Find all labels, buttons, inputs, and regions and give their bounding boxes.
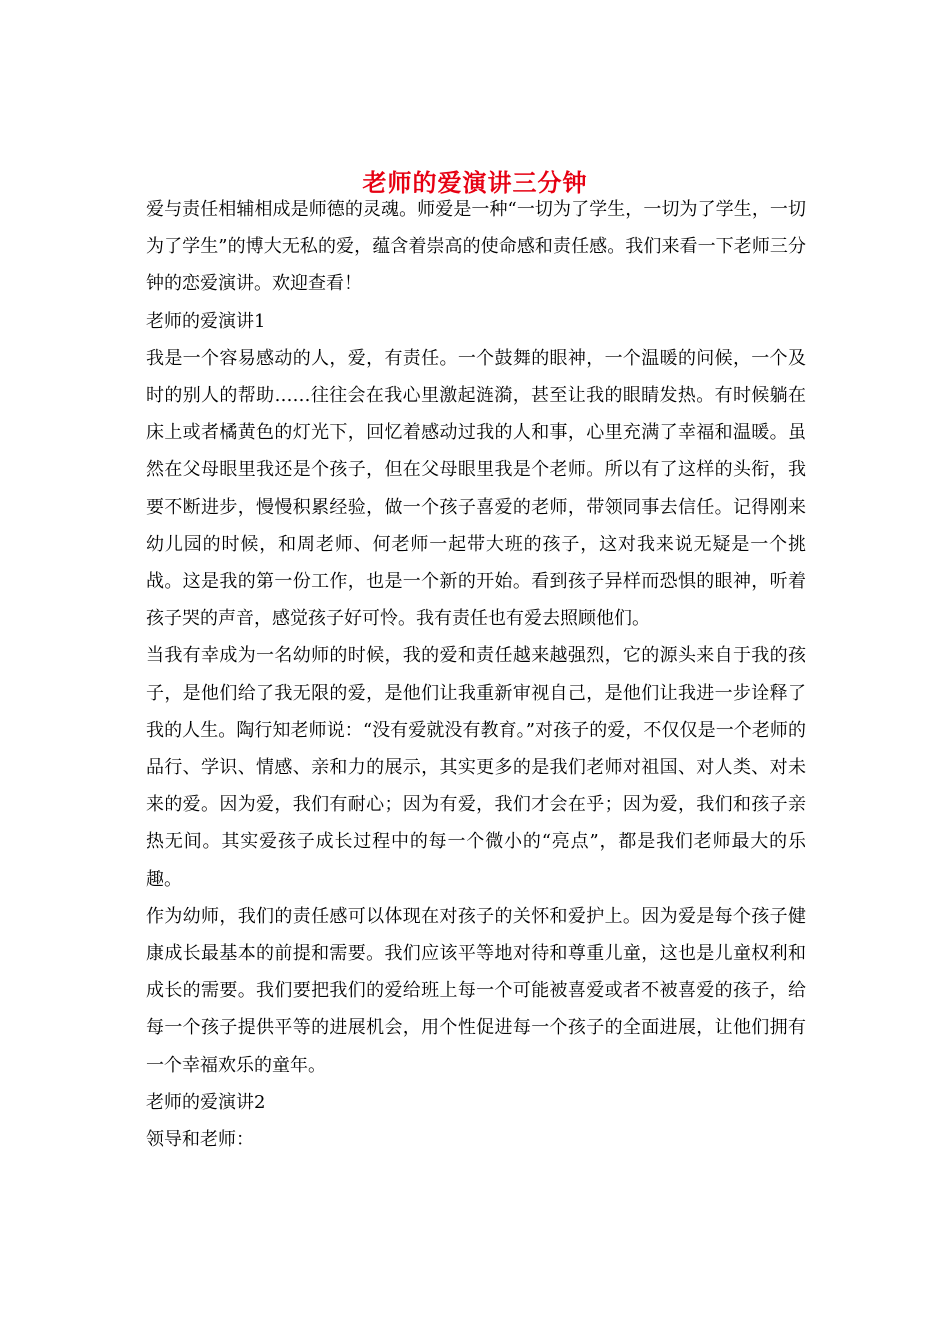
section1-paragraph-3: 作为幼师，我们的责任感可以体现在对孩子的关怀和爱护上。因为爱是每个孩子健康成长最基本的前提和需要。我们应该平等地对待和尊重儿童，这也是儿童权利和成长的需要。我们要把我们的爱给班上每一个可能被喜爱或者不被喜爱的孩子，给每一个孩子提供平等的进展机会，用个性促进每一个孩子的全面进展，让他们拥有一个幸福欢乐的童年。: [146, 905, 806, 1076]
section2-heading: 老师的爱演讲2: [146, 1091, 266, 1113]
section1-heading: 老师的爱演讲1: [146, 310, 266, 332]
section1-paragraph-1: 我是一个容易感动的人，爱，有责任。一个鼓舞的眼神，一个温暖的问候，一个及时的别人的帮助……往往会在我心里激起涟漪，甚至让我的眼睛发热。有时候躺在床上或者橘黄色的灯光下，回忆着感动过我的人和事，心里充满了幸福和温暖。虽然在父母眼里我还是个孩子，但在父母眼里我是个老师。所以有了这样的头衔，我要不断进步，慢慢积累经验，做一个孩子喜爱的老师，带领同事去信任。记得刚来幼儿园的时候，和周老师、何老师一起带大班的孩子，这对我来说无疑是一个挑战。这是我的第一份工作，也是一个新的开始。看到孩子异样而恐惧的眼神，听着孩子哭的声音，感觉孩子好可怜。我有责任也有爱去照顾他们。: [146, 347, 806, 630]
intro-paragraph: 爱与责任相辅相成是师德的灵魂。师爱是一种“一切为了学生，一切为了学生，一切为了学生”的博大无私的爱，蕴含着崇高的使命感和责任感。我们来看一下老师三分钟的恋爱演讲。欢迎查看！: [146, 199, 806, 295]
document-title: 老师的爱演讲三分钟: [362, 168, 588, 198]
section1-paragraph-2: 当我有幸成为一名幼师的时候，我的爱和责任越来越强烈，它的源头来自于我的孩子，是他们给了我无限的爱，是他们让我重新审视自己，是他们让我进一步诠释了我的人生。陶行知老师说：“没有爱就没有教育。”对孩子的爱，不仅仅是一个老师的品行、学识、情感、亲和力的展示，其实更多的是我们老师对祖国、对人类、对未来的爱。因为爱，我们有耐心；因为有爱，我们才会在乎；因为爱，我们和孩子亲热无间。其实爱孩子成长过程中的每一个微小的“亮点”，都是我们老师最大的乐趣。: [146, 645, 806, 890]
section2-salutation: 领导和老师：: [146, 1129, 254, 1151]
document-body: [146, 191, 806, 1158]
